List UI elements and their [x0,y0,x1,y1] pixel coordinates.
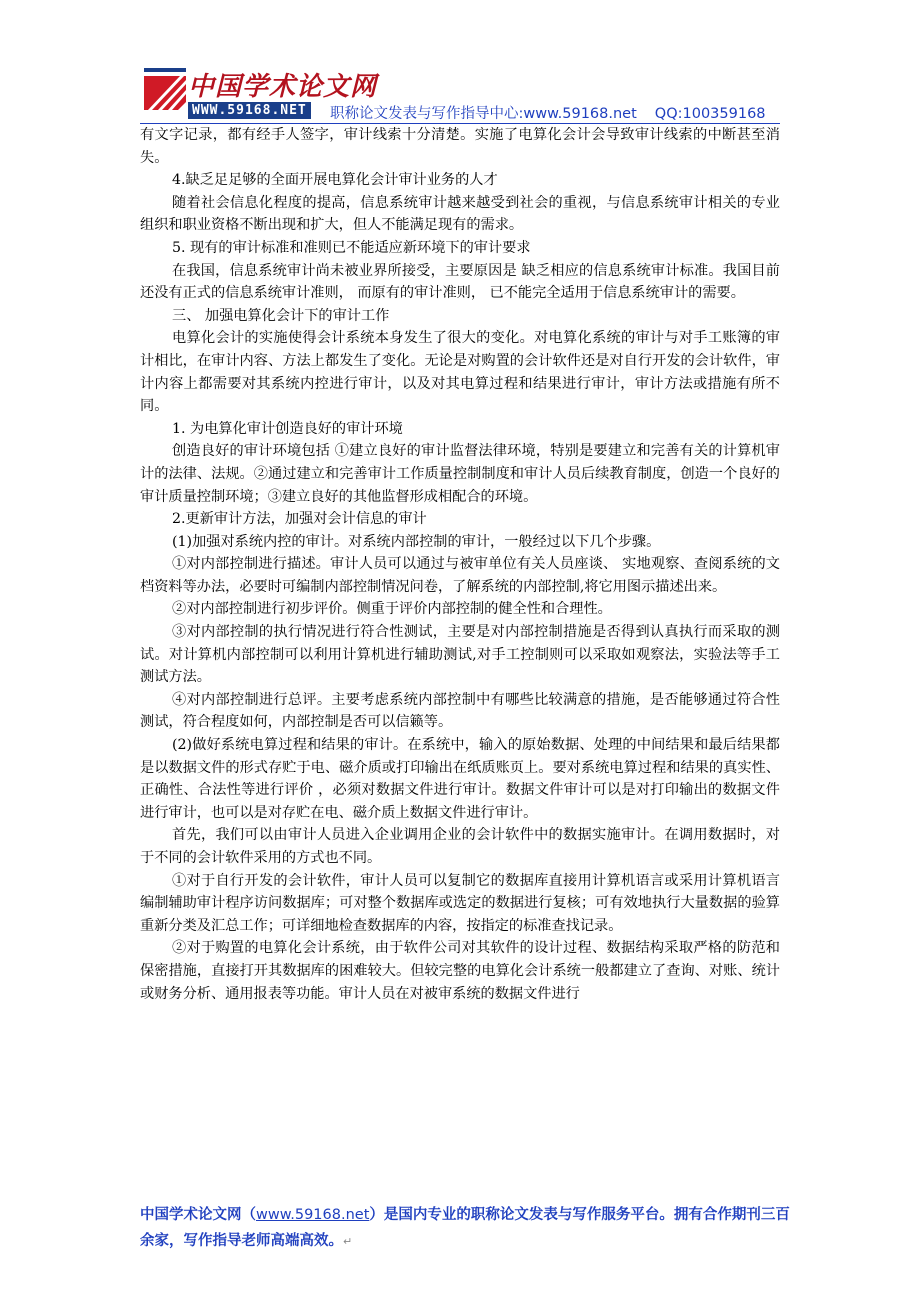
header-tagline-text: 职称论文发表与写作指导中心:www.59168.net [330,106,637,122]
logo-stripes-icon [140,62,186,118]
paragraph: ③对内部控制的执行情况进行符合性测试，主要是对内部控制措施是否得到认真执行而采取的测试。对计算机内部控制可以利用计算机进行辅助测试,对手工控制则可以采取如观察法，实验法等手工测试方法。 [140,624,780,686]
paragraph: 创造良好的审计环境包括 ①建立良好的审计监督法律环境，特别是要建立和完善有关的计算机审计的法律、法规。②通过建立和完善审计工作质量控制制度和审计人员后续教育制度，创造一个良好的审计质量控制环境；③建立良好的其他监督形成相配合的环境。 [140,443,780,505]
footer-text-end: ）是国内专业的职称论文发表与写作服务平台。拥有合作期刊三百余家，写作指导老师高端高效。 [140,1207,790,1249]
paragraph: (1)加强对系统内控的审计。对系统内部控制的审计，一般经过以下几个步骤。 [172,533,661,550]
document-body [140,124,780,1005]
section-heading: 三、 加强电算化会计下的审计工作 [172,307,390,324]
section-heading: 1. 为电算化审计创造良好的审计环境 [172,420,403,437]
return-mark-icon: ↵ [343,1235,353,1248]
header-tagline [330,102,766,123]
paragraph: 首先，我们可以由审计人员进入企业调用企业的会计软件中的数据实施审计。在调用数据时，对于不同的会计软件采用的方式也不同。 [140,827,780,866]
logo-site-name: 中国学术论文网 [188,72,378,102]
page-header [140,62,780,124]
paragraph: ④对内部控制进行总评。主要考虑系统内部控制中有哪些比较满意的措施，是否能够通过符合性测试，符合程度如何，内部控制是否可以信籁等。 [140,691,780,731]
paragraph: 有文字记录，都有经手人签字，审计线索十分清楚。实施了电算化会计会导致审计线索的中断甚至消失。 [140,127,780,166]
section-heading: 2.更新审计方法，加强对会计信息的审计 [172,511,427,528]
logo-url: WWW.59168.NET [188,102,311,119]
paragraph: 在我国，信息系统审计尚未被业界所接受，主要原因是 缺乏相应的信息系统审计标准。我国目前还没有正式的信息系统审计准则， 而原有的审计准则， 已不能完全适用于信息系统审计的需要。 [140,262,780,302]
paragraph: 电算化会计的实施使得会计系统本身发生了很大的变化。对电算化系统的审计与对手工账簿的审计相比，在审计内容、方法上都发生了变化。无论是对购置的会计软件还是对自行开发的会计软件，审计内容上都需要对其系统内控进行审计，以及对其电算过程和结果进行审计，审计方法或措施有所不同。 [140,330,780,415]
footer-link[interactable]: www.59168.net [256,1207,370,1223]
header-qq: QQ:100359168 [654,106,766,122]
footer-text-start: 中国学术论文网（ [140,1207,256,1223]
paragraph: (2)做好系统电算过程和结果的审计。在系统中，输入的原始数据、处理的中间结果和最后结果都是以数据文件的形式存贮于电、磁介质或打印输出在纸质账页上。要对系统电算过程和结果的真实性、正确性、合法性等进行评价 ，必须对数据文件进行审计。数据文件审计可以是对打印输出的数据文件进行审计，也可以是对存贮在电、磁介质上数据文件进行审计。 [140,737,780,821]
paragraph: ①对内部控制进行描述。审计人员可以通过与被审单位有关人员座谈、 实地观察、查阅系统的文档资料等办法，必要时可编制内部控制情况问卷，了解系统的内部控制,将它用图示描述出来。 [140,556,780,595]
paragraph: ②对内部控制进行初步评价。侧重于评价内部控制的健全性和合理性。 [172,601,612,618]
section-heading: 5. 现有的审计标准和准则已不能适应新环境下的审计要求 [172,239,531,256]
paragraph: ①对于自行开发的会计软件，审计人员可以复制它的数据库直接用计算机语言或采用计算机语言编制辅助审计程序访问数据库；可对整个数据库或选定的数据进行复核；可有效地执行大量数据的验算重新分类及汇总工作；可详细地检查数据库的内容，按指定的标准查找记录。 [140,872,780,934]
paragraph: ②对于购置的电算化会计系统，由于软件公司对其软件的设计过程、数据结构采取严格的防范和保密措施，直接打开其数据库的困难较大。但较完整的电算化会计系统一般都建立了查询、对账、统计或财务分析、通用报表等功能。审计人员在对被审系统的数据文件进行 [140,940,780,1002]
paragraph: 随着社会信息化程度的提高，信息系统审计越来越受到社会的重视，与信息系统审计相关的专业组织和职业资格不断出现和扩大，但人不能满足现有的需求。 [140,194,780,234]
section-heading: 4.缺乏足足够的全面开展电算化会计审计业务的人才 [172,172,498,189]
page-footer [140,1202,800,1255]
